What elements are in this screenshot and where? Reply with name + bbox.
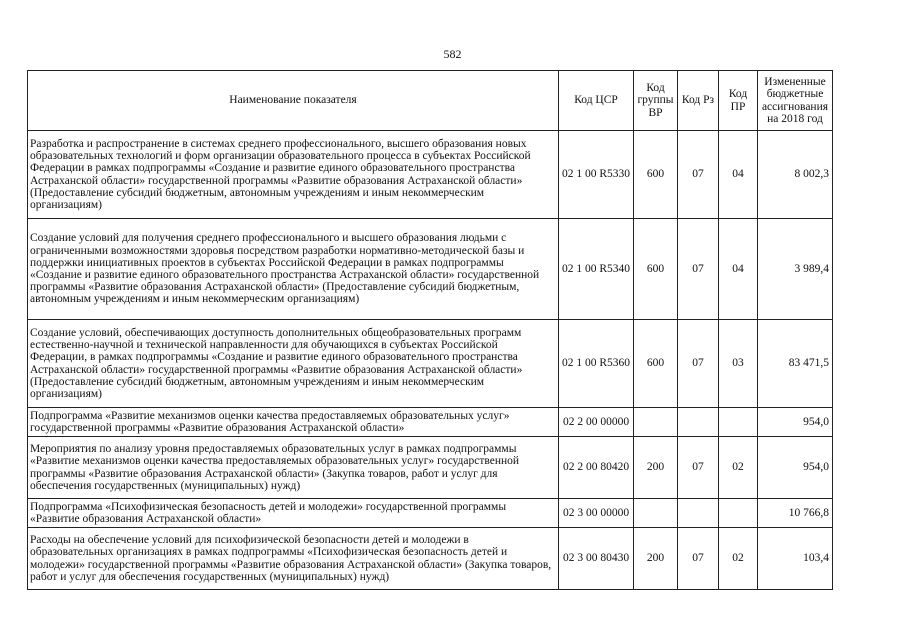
row-pr <box>719 408 758 437</box>
table-row <box>28 219 833 320</box>
row-csr: 02 2 00 80420 <box>559 437 634 499</box>
budget-table <box>27 70 833 590</box>
row-amount: 954,0 <box>758 408 833 437</box>
row-vr: 200 <box>634 437 678 499</box>
row-pr <box>719 499 758 528</box>
row-pr: 03 <box>719 320 758 408</box>
page-number: 582 <box>443 47 462 61</box>
row-vr <box>634 499 678 528</box>
header-amount: Измененные бюджетные ассигнования на 2018 год <box>758 71 833 131</box>
row-csr: 02 3 00 80430 <box>559 528 634 590</box>
row-vr <box>634 408 678 437</box>
row-rz <box>678 408 719 437</box>
row-csr: 02 3 00 00000 <box>559 499 634 528</box>
table-row <box>28 437 833 499</box>
row-vr: 600 <box>634 320 678 408</box>
table-row <box>28 528 833 590</box>
row-csr: 02 2 00 00000 <box>559 408 634 437</box>
row-amount: 83 471,5 <box>758 320 833 408</box>
row-vr: 200 <box>634 528 678 590</box>
table-row <box>28 408 833 437</box>
header-name: Наименование показателя <box>28 71 559 131</box>
header-pr: Код ПР <box>719 71 758 131</box>
row-rz <box>678 499 719 528</box>
header-vr: Код группы ВР <box>634 71 678 131</box>
row-name: Разработка и распространение в системах среднего профессионального, высшего образования новых образовательных технологий и форм организации образовательного процесса в субъектах Российской Федерации в рамках подпрограммы «Создание и развитие единого образовательного пространства Астраханской области» государственной программы «Развитие образования Астраханской области» (Предоставление субсидий бюджетным, автономным учреждениям и иным некоммерческим организациям) <box>28 131 559 219</box>
row-pr: 02 <box>719 528 758 590</box>
row-amount: 10 766,8 <box>758 499 833 528</box>
table-row <box>28 499 833 528</box>
row-vr: 600 <box>634 131 678 219</box>
row-amount: 954,0 <box>758 437 833 499</box>
row-pr: 02 <box>719 437 758 499</box>
row-vr: 600 <box>634 219 678 320</box>
row-name: Подпрограмма «Психофизическая безопасность детей и молодежи» государственной программы «Развитие образования Астраханской области» <box>28 499 559 528</box>
row-csr: 02 1 00 R5360 <box>559 320 634 408</box>
row-name: Создание условий, обеспечивающих доступность дополнительных общеобразовательных программ естественно-научной и технической направленности для обучающихся в субъектах Российской Федерации, в рамках подпрограммы «Создание и развитие единого образовательного пространства Астраханской области» государственной программы «Развитие образования Астраханской области» (Предоставление субсидий бюджетным, автономным учреждениям и иным некоммерческим организациям) <box>28 320 559 408</box>
row-rz: 07 <box>678 437 719 499</box>
header-csr: Код ЦСР <box>559 71 634 131</box>
row-name: Подпрограмма «Развитие механизмов оценки качества предоставляемых образовательных услуг» государственной программы «Развитие образования Астраханской области» <box>28 408 559 437</box>
row-pr: 04 <box>719 219 758 320</box>
row-rz: 07 <box>678 528 719 590</box>
row-name: Создание условий для получения среднего профессионального и высшего образования людьми с ограниченными возможностями здоровья посредством разработки нормативно-методической базы и поддержки инициативных проектов в субъектах Российской Федерации в рамках подпрограммы «Создание и развитие единого образовательного пространства Астраханской области» государственной программы «Развитие образования Астраханской области» (Предоставление субсидий бюджетным, автономным учреждениям и иным некоммерческим организациям) <box>28 219 559 320</box>
row-amount: 103,4 <box>758 528 833 590</box>
header-rz: Код Рз <box>678 71 719 131</box>
row-name: Расходы на обеспечение условий для психофизической безопасности детей и молодежи в образовательных организациях в рамках подпрограммы «Психофизическая безопасность детей и молодежи» государственной программы «Развитие образования Астраханской области» (Закупка товаров, работ и услуг для обеспечения государственных (муниципальных) нужд) <box>28 528 559 590</box>
row-amount: 3 989,4 <box>758 219 833 320</box>
row-csr: 02 1 00 R5340 <box>559 219 634 320</box>
row-rz: 07 <box>678 131 719 219</box>
row-pr: 04 <box>719 131 758 219</box>
row-rz: 07 <box>678 320 719 408</box>
row-rz: 07 <box>678 219 719 320</box>
table-row <box>28 131 833 219</box>
table-row <box>28 320 833 408</box>
row-amount: 8 002,3 <box>758 131 833 219</box>
row-csr: 02 1 00 R5330 <box>559 131 634 219</box>
header-row <box>28 71 833 131</box>
row-name: Мероприятия по анализу уровня предоставляемых образовательных услуг в рамках подпрограммы «Развитие механизмов оценки качества предоставляемых образовательных услуг» государственной программы «Развитие образования Астраханской области» (Закупка товаров, работ и услуг для обеспечения государственных (муниципальных) нужд) <box>28 437 559 499</box>
